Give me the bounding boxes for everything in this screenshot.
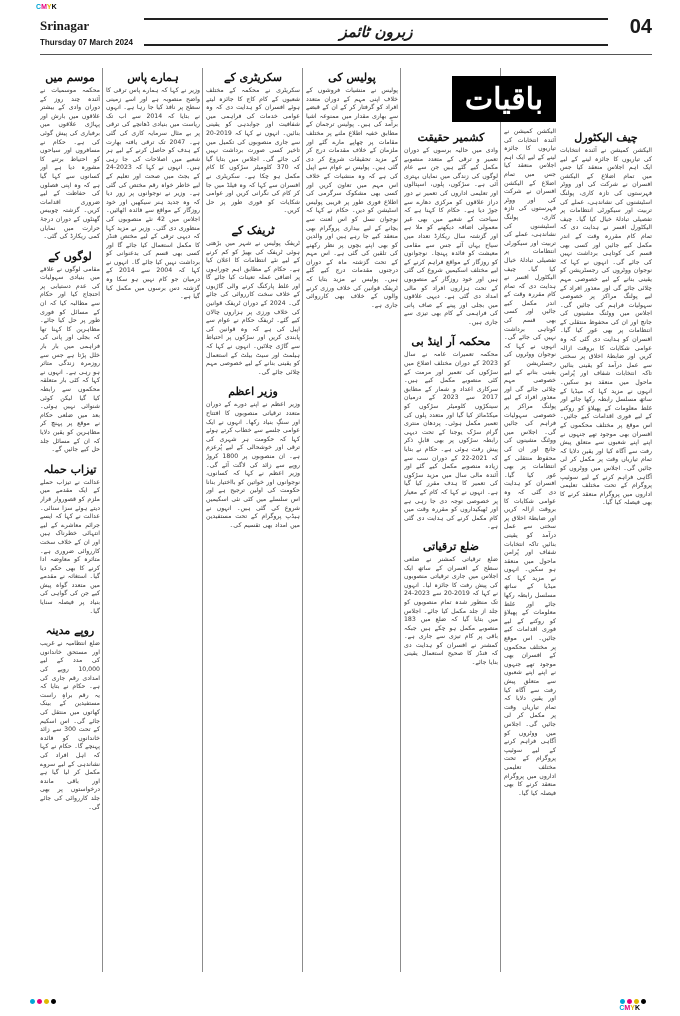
story-acid-attack: [40, 463, 100, 617]
story-body: محکمہ تعمیرات عامہ نے سال 2023 کے دوران مختلف اضلاع میں سڑکوں کی تعمیر اور مرمت کے کئی منصوبے مکمل کیے ہیں۔ سرکاری اعداد و شمار کے مطابق 2017 سے 2023 کے درمیان سینکڑوں کلومیٹر سڑکوں کو میکڈمائز کیا گیا اور متعدد پلوں کی تعمیر مکمل ہوئی۔ پردھان منتری گرام سڑک یوجنا کے تحت دیہی رابطہ سڑکوں پر بھی قابلِ ذکر پیش رفت ہوئی ہے۔ حکام نے بتایا کہ 2021-22 کے دوران سب سے زیادہ منصوبے مکمل کیے گئے اور آئندہ مالی سال میں مزید سڑکوں کی تعمیر کا ہدف مقرر کیا گیا ہے۔ انہوں نے کہا کہ کام کے معیار پر خصوصی توجہ دی جا رہی ہے اور ٹھیکیداروں کو مقررہ وقت میں کام مکمل کرنے کی ہدایت دی گئی ہے۔: [404, 351, 498, 531]
column-4: [306, 68, 398, 972]
dateline-date: Thursday 07 March 2024: [40, 38, 133, 47]
story-prime-minister: [206, 385, 300, 530]
dateline-city: Srinagar: [40, 18, 90, 33]
story-headline: پولیس کی: [328, 71, 376, 84]
story-body: سکریٹری نے محکمہ کے مختلف شعبوں کے کام کاج کا جائزہ لیتے ہوئے افسران کو ہدایت دی کہ وہ عوامی خدمات کی فراہمی میں شفافیت اور جوابدہی کو یقینی بنائیں۔ انہوں نے کہا کہ 2019-20 سے جاری منصوبوں کی تکمیل میں تاخیر کسی صورت برداشت نہیں کی جائے گی۔ اجلاس میں بتایا گیا کہ 370 کلومیٹر سڑکوں کا کام مکمل ہو چکا ہے۔ سکریٹری نے افسران سے کہا کہ وہ فیلڈ میں جا کر کام کی نگرانی کریں اور عوامی شکایات کو فوری طور پر حل کریں۔: [206, 87, 300, 215]
story-rnb-department: [404, 335, 498, 531]
page-number: 04: [629, 16, 652, 38]
story-body: ضلع انتظامیہ نے غریب اور مستحق خاندانوں کی مدد کے لیے 10,000 روپے کی امدادی رقم جاری کی ہے۔ حکام نے بتایا کہ یہ رقم براہِ راست مستفیدین کے بینک کھاتوں میں منتقل کی جائے گی۔ اس اسکیم کے تحت 300 سے زائد خاندانوں کو فائدہ پہنچے گا۔ حکام نے کہا کہ اہل افراد کی نشاندہی کے لیے سروے مکمل کر لیا گیا ہے اور باقی ماندہ درخواستوں پر بھی جلد کارروائی کی جائے گی۔: [40, 640, 100, 811]
story-secretary: [206, 71, 300, 216]
column-5: [206, 68, 300, 972]
story-body: وزیر نے کہا کہ ہمارے پاس ترقی کا واضح منصوبہ ہے اور اسے زمینی سطح پر نافذ کیا جا رہا ہے۔ انہوں نے بتایا کہ 2014 سے اب تک ریاست میں بنیادی ڈھانچے کی ترقی پر بے مثال سرمایہ کاری کی گئی ہے۔ 2047 تک ترقی یافتہ بھارت کے ہدف کو حاصل کرنے کے لیے ہر شعبے میں اصلاحات کی جا رہی ہیں۔ انہوں نے کہا کہ 2023-24 کے بجٹ میں صحت اور تعلیم کے لیے خاطر خواہ رقم مختص کی گئی ہے۔ وزیر نے نوجوانوں پر زور دیا کہ وہ جدید ہنر سیکھیں اور خود روزگار کے مواقع سے فائدہ اٹھائیں۔ اجلاس میں 42 نئے منصوبوں کی منظوری دی گئی۔ وزیر نے مزید کہا کہ دیہی ترقی کے لیے مختص فنڈز کا مکمل استعمال کیا جائے گا اور کسی بھی قسم کی بدعنوانی کو برداشت نہیں کیا جائے گا۔ انہوں نے کہا کہ 2004 سے 2014 کے درمیان جو کام نہیں ہو سکا وہ گزشتہ دس برسوں میں مکمل کیا گیا ہے۔: [106, 87, 200, 301]
story-headline: چیف الیکٹورل: [574, 131, 638, 144]
column-3: [404, 128, 498, 972]
story-headline: محکمہ آر اینڈ بی: [411, 335, 491, 349]
story-district-development: [404, 540, 498, 668]
color-dots-bottom-left: [30, 999, 56, 1004]
section-title-banner: باقیات: [452, 76, 556, 122]
story-headline: ہمارے پاس: [127, 71, 179, 84]
story-body: ٹریفک پولیس نے شہر میں بڑھتی ہوئی ٹریفک کی بھیڑ کو کم کرنے کے لیے نئے انتظامات کا اعلان کیا ہے۔ حکام کے مطابق اہم چوراہوں پر اضافی عملہ تعینات کیا جائے گا اور غلط پارکنگ کرنے والی گاڑیوں کے خلاف سخت کارروائی کی جائے گی۔ 2024 کے دوران ٹریفک قوانین کی خلاف ورزی پر ہزاروں چالان کیے گئے۔ ٹریفک حکام نے عوام سے اپیل کی ہے کہ وہ قوانین کی پابندی کریں اور سڑکوں پر احتیاط سے گاڑی چلائیں۔ انہوں نے کہا کہ ہیلمٹ اور سیٹ بیلٹ کے استعمال کو یقینی بنانے کے لیے خصوصی مہم چلائی جائے گی۔: [206, 239, 300, 376]
story-headline: وزیر اعظم: [228, 385, 278, 399]
story-body: پولیس نے منشیات فروشوں کے خلاف اپنی مہم کے دوران متعدد افراد کو گرفتار کر کے ان کے قبضے سے بھاری مقدار میں ممنوعہ اشیا برآمد کی ہیں۔ پولیس ترجمان کے مطابق خفیہ اطلاع ملنے پر مختلف مقامات پر چھاپے مارے گئے اور ملزمان کے خلاف مقدمات درج کر کے مزید تحقیقات شروع کر دی گئی ہیں۔ پولیس نے عوام سے اپیل کی ہے کہ وہ منشیات کے خلاف اس مہم میں تعاون کریں اور کسی بھی مشکوک سرگرمی کی اطلاع فوری طور پر قریبی پولیس اسٹیشن کو دیں۔ حکام نے کہا کہ نوجوان نسل کو اس لعنت سے بچانے کے لیے بیداری پروگرام بھی منعقد کیے جا رہے ہیں اور والدین کو بھی اپنے بچوں پر نظر رکھنے کی تلقین کی گئی ہے۔ اس مہم کے تحت گزشتہ ماہ کے دوران درجنوں مقدمات درج کیے گئے ہیں۔ پولیس نے مزید بتایا کہ ٹریفک قوانین کی خلاف ورزی کرنے والوں کے خلاف بھی کارروائی جاری ہے۔: [306, 87, 398, 309]
story-chief-electoral: [560, 131, 652, 508]
story-headline: لوگوں کے: [48, 249, 92, 263]
story-rupees: [40, 624, 100, 812]
story-weather: [40, 71, 100, 242]
column-6: [106, 68, 200, 972]
story-body: وادی میں حالیہ برسوں کے دوران تعمیر و ترقی کے متعدد منصوبے مکمل کیے گئے ہیں جن سے عام لوگوں کی زندگی میں نمایاں بہتری آئی ہے۔ سڑکوں، پلوں، اسپتالوں اور تعلیمی اداروں کی تعمیر نے دور دراز علاقوں کو مرکزی دھارے سے جوڑ دیا ہے۔ حکام کا کہنا ہے کہ سیاحت کے شعبے میں بھی غیر معمولی اضافہ دیکھنے کو ملا ہے اور گزشتہ سال ریکارڈ تعداد میں سیاح یہاں آئے جس سے مقامی معیشت کو فائدہ پہنچا۔ نوجوانوں کو روزگار کے مواقع فراہم کرنے کے لیے مختلف اسکیمیں شروع کی گئی ہیں اور خود روزگار کے منصوبوں کے تحت ہزاروں افراد کو مالی امداد دی گئی ہے۔ دیہی علاقوں میں بجلی اور پینے کے صاف پانی کی فراہمی کے کام بھی تیزی سے جاری ہیں۔: [404, 147, 498, 326]
story-body: وزیر اعظم نے اپنے دورے کے دوران متعدد ترقیاتی منصوبوں کا افتتاح اور سنگِ بنیاد رکھا۔ انہوں نے ایک عوامی جلسے سے خطاب کرتے ہوئے کہا کہ حکومت ہر شہری کی ترقی اور خوشحالی کے لیے پُرعزم ہے۔ ان منصوبوں پر 1800 کروڑ روپے سے زائد کی لاگت آئے گی۔ وزیر اعظم نے کہا کہ کسانوں، نوجوانوں اور خواتین کو بااختیار بنانا حکومت کی اولین ترجیح ہے اور اس سلسلے میں کئی نئی اسکیمیں شروع کی گئی ہیں۔ انہوں نے ہیڈپ پروگرام کے تحت مستفیدین میں امداد بھی تقسیم کی۔: [206, 401, 300, 529]
cmyk-registration-bottom: CMYK: [619, 1005, 640, 1012]
story-headline: کشمیر حقیقت: [417, 131, 485, 144]
story-headline: ٹریفک کے: [231, 223, 275, 237]
story-kashmir-reality: [404, 131, 498, 327]
story-police: [306, 71, 398, 310]
story-body: عدالت نے تیزاب حملے کے ایک مقدمے میں ملزم کو قصوروار قرار دیتے ہوئے سزا سنائی۔ عدالت نے کہا کہ ایسے جرائم معاشرے کے لیے انتہائی خطرناک ہیں اور ان کے خلاف سخت کارروائی ضروری ہے۔ متاثرہ کو معاوضہ ادا کرنے کا بھی حکم دیا گیا۔ استغاثہ نے مقدمے میں متعدد گواہ پیش کیے جن کی گواہی کی بنیاد پر فیصلہ سنایا گیا۔: [40, 478, 100, 615]
story-body: الیکشن کمیشن نے آئندہ انتخابات کی تیاریوں کا جائزہ لینے کے لیے ایک اہم اجلاس منعقد کیا جس میں تمام اضلاع کے الیکشن افسران نے شرکت کی اور ووٹر فہرستوں کی تازہ کاری، پولنگ اسٹیشنوں کی نشاندہی، عملے کی تربیت اور سیکورٹی انتظامات پر تفصیلی تبادلۂ خیال کیا گیا۔ چیف الیکٹورل افسر نے ہدایت دی کہ تمام کام مقررہ وقت کے اندر مکمل کیے جائیں اور کسی بھی قسم کی کوتاہی برداشت نہیں کی جائے گی۔ انہوں نے کہا کہ نوجوان ووٹروں کی رجسٹریشن کو یقینی بنانے کے لیے خصوصی مہم چلائی جائے گی اور معذور افراد کے لیے پولنگ مراکز پر خصوصی سہولیات فراہم کی جائیں گی۔ اجلاس میں ووٹنگ مشینوں کی جانچ اور ان کی محفوظ منتقلی کے انتظامات پر بھی غور کیا گیا۔ افسران کو ہدایت دی گئی کہ وہ عوامی شکایات کا بروقت ازالہ کریں اور ضابطۂ اخلاق پر سختی سے عمل درآمد کو یقینی بنائیں تاکہ انتخابات شفاف اور پُرامن ماحول میں منعقد ہو سکیں۔ انہوں نے مزید کہا کہ میڈیا کے ساتھ مسلسل رابطہ رکھا جائے اور غلط معلومات کے پھیلاؤ کو روکنے کے لیے فوری اقدامات کیے جائیں۔ اس موقع پر مختلف محکموں کے افسران بھی موجود تھے جنہوں نے اپنے اپنے شعبوں سے متعلق پیش رفت سے آگاہ کیا اور یقین دلایا کہ تمام تیاریاں وقت پر مکمل کر لی جائیں گی۔ اجلاس میں ووٹروں کو آگاہی فراہم کرنے کے لیے سوئیپ پروگرام کے تحت مختلف تعلیمی اداروں میں پروگرام منعقد کرنے کا بھی فیصلہ کیا گیا۔: [560, 147, 652, 507]
story-headline: تیزاب حملہ: [43, 462, 97, 476]
story-we-have: [106, 71, 200, 302]
story-body-continued: الیکشن کمیشن نے آئندہ انتخابات کی تیاریوں کا جائزہ لینے کے لیے ایک اہم اجلاس منعقد کیا جس میں تمام اضلاع کے الیکشن افسران نے شرکت کی اور ووٹر فہرستوں کی تازہ کاری، پولنگ اسٹیشنوں کی نشاندہی، عملے کی تربیت اور سیکورٹی انتظامات پر تفصیلی تبادلۂ خیال کیا گیا۔ چیف الیکٹورل افسر نے ہدایت دی کہ تمام کام مقررہ وقت کے اندر مکمل کیے جائیں اور کسی بھی قسم کی کوتاہی برداشت نہیں کی جائے گی۔ انہوں نے کہا کہ نوجوان ووٹروں کی رجسٹریشن کو یقینی بنانے کے لیے خصوصی مہم چلائی جائے گی اور معذور افراد کے لیے پولنگ مراکز پر خصوصی سہولیات فراہم کی جائیں گی۔ اجلاس میں ووٹنگ مشینوں کی جانچ اور ان کی محفوظ منتقلی کے انتظامات پر بھی غور کیا گیا۔ افسران کو ہدایت دی گئی کہ وہ عوامی شکایات کا بروقت ازالہ کریں اور ضابطۂ اخلاق پر سختی سے عمل درآمد کو یقینی بنائیں تاکہ انتخابات شفاف اور پُرامن ماحول میں منعقد ہو سکیں۔ انہوں نے مزید کہا کہ میڈیا کے ساتھ مسلسل رابطہ رکھا جائے اور غلط معلومات کے پھیلاؤ کو روکنے کے لیے فوری اقدامات کیے جائیں۔ اس موقع پر مختلف محکموں کے افسران بھی موجود تھے جنہوں نے اپنے اپنے شعبوں سے متعلق پیش رفت سے آگاہ کیا اور یقین دلایا کہ تمام تیاریاں وقت پر مکمل کر لی جائیں گی۔ اجلاس میں ووٹروں کو آگاہی فراہم کرنے کے لیے سوئیپ پروگرام کے تحت مختلف تعلیمی اداروں میں پروگرام منعقد کرنے کا بھی فیصلہ کیا گیا۔: [504, 128, 556, 797]
page-header: [40, 14, 652, 62]
header-rule: [40, 54, 652, 55]
story-headline: ضلع ترقیاتی: [423, 539, 479, 553]
story-headline: موسم میں: [45, 71, 95, 84]
masthead-title: زبرون ٹائمز: [339, 23, 413, 41]
story-people: [40, 250, 100, 455]
story-body: مقامی لوگوں نے علاقے میں بنیادی سہولیات کی عدم دستیابی پر احتجاج کیا اور حکام سے مطالبہ کیا کہ ان کے مسائل کو فوری طور پر حل کیا جائے۔ مظاہرین کا کہنا تھا کہ بجلی اور پانی کی فراہمی میں بار بار خلل پڑتا ہے جس سے روزمرہ زندگی متاثر ہو رہی ہے۔ انہوں نے کہا کہ کئی بار متعلقہ محکموں سے رابطہ کیا گیا لیکن کوئی شنوائی نہیں ہوئی۔ بعد میں ضلعی حکام نے موقع پر پہنچ کر مظاہرین کو یقین دلایا کہ ان کے مسائل جلد حل کیے جائیں گے۔: [40, 265, 100, 454]
color-dots-bottom-right: [620, 999, 646, 1004]
story-headline: سکریٹری کے: [224, 71, 282, 84]
masthead: [144, 18, 608, 46]
story-headline: روپے مدینہ: [45, 624, 95, 638]
column-1: [560, 68, 652, 972]
column-7: [40, 68, 100, 972]
story-body: ضلع ترقیاتی کمشنر نے ضلعی سطح کے افسران کے ساتھ ایک اجلاس میں جاری ترقیاتی منصوبوں کی پیش رفت کا جائزہ لیا۔ انہوں نے کہا کہ 2019-20 سے 2023-24 تک منظور شدہ تمام منصوبوں کو جلد از جلد مکمل کیا جائے۔ اجلاس میں بتایا گیا کہ ضلع میں 183 منصوبے مکمل ہو چکے ہیں جبکہ باقی پر کام تیزی سے جاری ہے۔ کمشنر نے افسران کو ہدایت دی کہ فنڈز کا صحیح استعمال یقینی بنایا جائے۔: [404, 555, 498, 667]
story-body: محکمہ موسمیات نے آئندہ چند روز کے دوران وادی کے بیشتر علاقوں میں بارش اور پہاڑی علاقوں میں برفباری کی پیش گوئی کی ہے۔ حکام نے مسافروں اور سیاحوں کو احتیاط برتنے کا مشورہ دیا ہے اور کسانوں سے کہا گیا ہے کہ وہ اپنی فصلوں کی حفاظت کے لیے ضروری اقدامات کریں۔ گزشتہ چوبیس گھنٹوں کے دوران درجۂ حرارت میں نمایاں کمی ریکارڈ کی گئی۔: [40, 87, 100, 241]
column-2: [504, 128, 556, 972]
story-traffic: [206, 224, 300, 378]
cmyk-registration-top: CMYK: [36, 4, 57, 11]
